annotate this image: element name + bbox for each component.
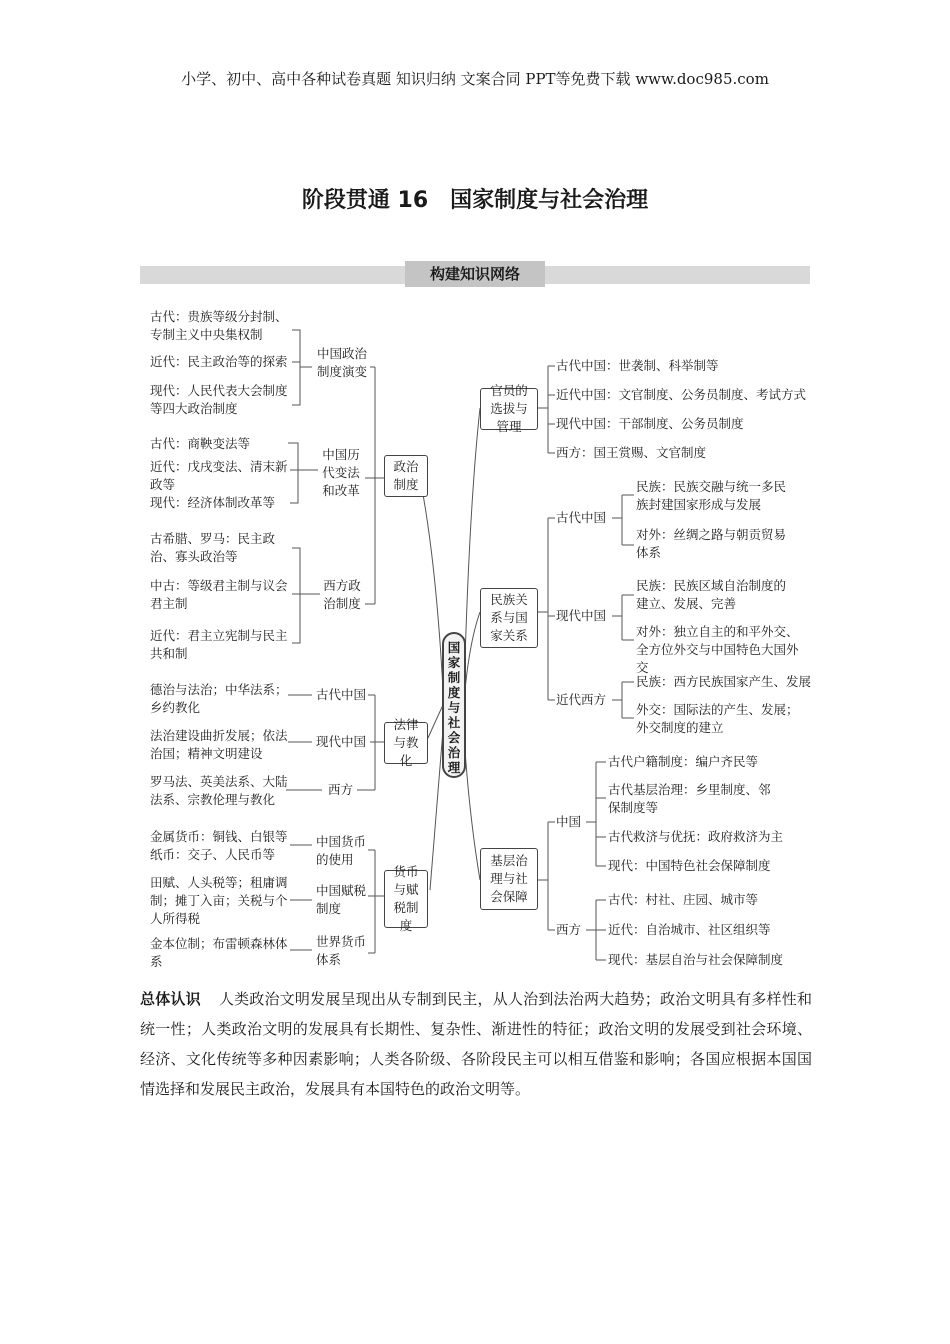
politics-box: 政治制度	[384, 455, 428, 497]
currency-label: 中国货币的使用	[316, 834, 367, 867]
law-detail: 法治建设曲折发展；依法治国；精神文明建设	[150, 728, 288, 761]
ethnic-group-label: 近代西方	[556, 692, 607, 707]
governance-item: 现代：基层自治与社会保障制度	[608, 952, 784, 967]
law-detail: 罗马法、英美法系、大陆法系、宗教伦理与教化	[150, 774, 288, 807]
page-title: 阶段贯通 16 国家制度与社会治理	[301, 188, 649, 213]
officials-item: 古代中国：世袭制、科举制等	[556, 358, 719, 373]
west-politics-item: 中古：等级君主制与议会君主制	[150, 578, 288, 611]
world-currency-detail: 金本位制；布雷顿森林体系	[150, 936, 288, 969]
reform-label: 中国历代变法和改革	[322, 447, 360, 498]
page-header: 小学、初中、高中各种试卷真题 知识归纳 文案合同 PPT等免费下载 www.doc985.com	[181, 70, 769, 88]
tax-label: 中国赋税制度	[316, 883, 367, 916]
ethnic-item: 外交：国际法的产生、发展；外交制度的建立	[636, 702, 799, 735]
summary-text: 人类政治文明发展呈现出从专制到民主，从人治到法治两大趋势；政治文明具有多样性和统一性；人类政治文明的发展具有长期性、复杂性、渐进性的特征；政治文明的发展受到社会环境、经济、文化传统等多种因素影响；人类各阶级、各阶段民主可以相互借鉴和影响；各国应根据本国国情选择和发展民主政治，发展具有本国特色的政治文明等。	[140, 990, 812, 1098]
evolution-item: 近代：民主政治等的探索	[150, 354, 288, 369]
west-politics-item: 近代：君主立宪制与民主共和制	[150, 628, 288, 661]
governance-item: 现代：中国特色社会保障制度	[608, 858, 771, 873]
summary-paragraph	[140, 984, 812, 1104]
currency-box: 货币与赋税制度	[384, 870, 428, 928]
section-label: 构建知识网络	[405, 261, 545, 287]
governance-group-label: 西方	[556, 922, 582, 937]
governance-item: 古代基层治理：乡里制度、邻保制度等	[608, 782, 771, 815]
officials-item: 近代中国：文官制度、公务员制度、考试方式	[556, 387, 807, 402]
ethnic-group-label: 现代中国	[556, 608, 607, 623]
ethnic-group-label: 古代中国	[556, 510, 607, 525]
officials-box: 官员的选拔与管理	[480, 388, 538, 430]
governance-item: 古代救济与优抚：政府救济为主	[608, 829, 784, 844]
evolution-label: 中国政治制度演变	[316, 346, 367, 379]
officials-item: 现代中国：干部制度、公务员制度	[556, 416, 744, 431]
ethnic-item: 民族：民族区域自治制度的建立、发展、完善	[636, 578, 787, 611]
governance-item: 古代：村社、庄园、城市等	[608, 892, 759, 907]
reform-item: 古代：商鞅变法等	[150, 436, 251, 451]
currency-detail: 金属货币：铜钱、白银等纸币：交子、人民币等	[150, 829, 288, 862]
summary-lead: 总体认识	[140, 990, 201, 1008]
law-label: 西方	[328, 782, 354, 797]
west-politics-label: 西方政治制度	[323, 578, 361, 611]
law-detail: 德治与法治；中华法系；乡约教化	[150, 682, 288, 715]
law-label: 现代中国	[316, 734, 367, 749]
ethnic-box: 民族关系与国家关系	[480, 588, 538, 648]
governance-box: 基层治理与社会保障	[480, 848, 538, 910]
tax-detail: 田赋、人头税等；租庸调制；摊丁入亩；关税与个人所得税	[150, 875, 288, 926]
law-label: 古代中国	[316, 687, 367, 702]
center-node: 国家制度与社会治理	[442, 632, 466, 778]
evolution-item: 古代：贵族等级分封制、专制主义中央集权制	[150, 309, 288, 342]
ethnic-item: 对外：丝绸之路与朝贡贸易体系	[636, 527, 787, 560]
governance-item: 古代户籍制度：编户齐民等	[608, 754, 759, 769]
governance-item: 近代：自治城市、社区组织等	[608, 922, 771, 937]
law-box: 法律与教化	[384, 722, 428, 764]
world-currency-label: 世界货币体系	[316, 934, 367, 967]
governance-group-label: 中国	[556, 814, 582, 829]
evolution-item: 现代：人民代表大会制度等四大政治制度	[150, 383, 288, 416]
reform-item: 近代：戊戌变法、清末新政等	[150, 459, 288, 492]
west-politics-item: 古希腊、罗马：民主政治、寡头政治等	[150, 531, 276, 564]
ethnic-item: 对外：独立自主的和平外交、全方位外交与中国特色大国外交	[636, 624, 799, 675]
ethnic-item: 民族：西方民族国家产生、发展	[636, 674, 812, 689]
reform-item: 现代：经济体制改革等	[150, 495, 276, 510]
officials-item: 西方：国王赏赐、文官制度	[556, 445, 707, 460]
ethnic-item: 民族：民族交融与统一多民族封建国家形成与发展	[636, 479, 787, 512]
